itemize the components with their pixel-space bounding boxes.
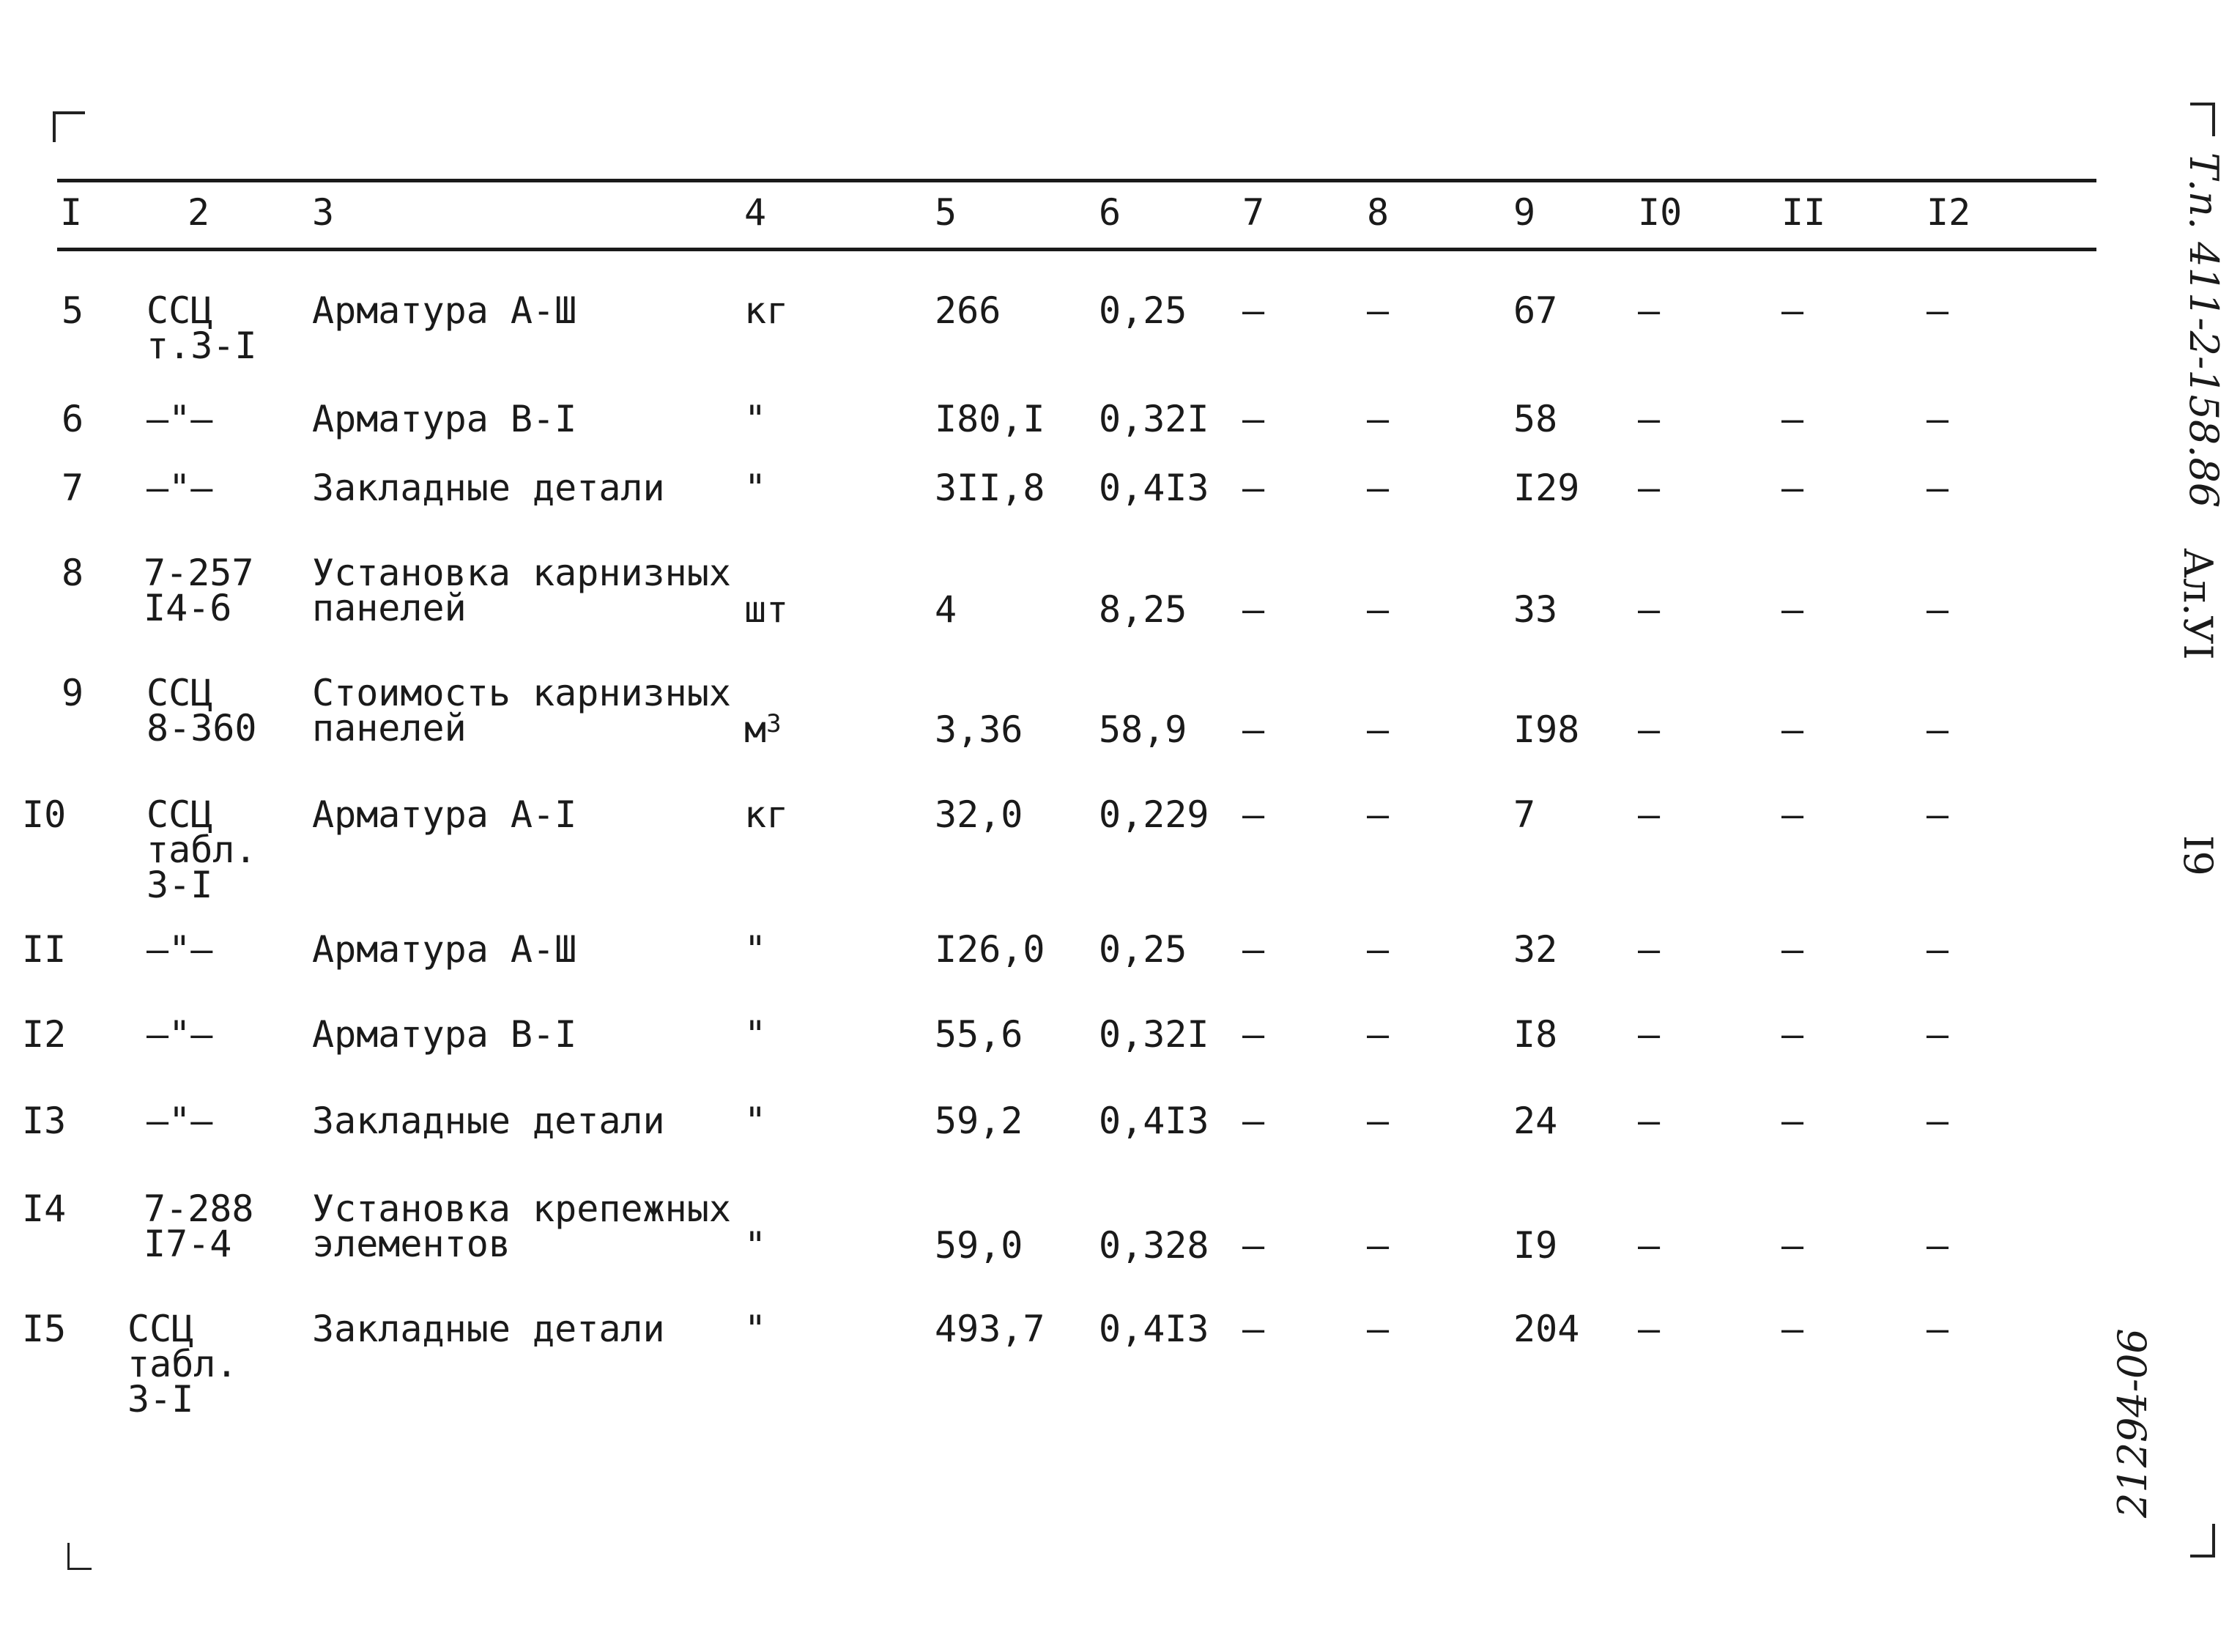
col10-cell: – [1638, 1100, 1661, 1142]
col10-cell: – [1638, 398, 1661, 440]
total-cell: 24 [1513, 1100, 1558, 1142]
col7-cell: – [1242, 1100, 1265, 1142]
column-header: 2 [188, 191, 210, 234]
total-cell: 32 [1513, 928, 1558, 971]
work-name-cell: Арматура А-Ш [312, 928, 577, 971]
quantity-cell: 32,0 [935, 793, 1023, 836]
work-name-cell: Арматура А-Ш [312, 289, 577, 332]
corner-mark-bottom-right [2190, 1524, 2215, 1557]
col8-cell: – [1367, 588, 1390, 631]
table-header-rule [57, 248, 2096, 251]
unit-price-cell: 0,32I [1099, 1013, 1209, 1056]
work-name-cell: Установка крепежных элементов [312, 1188, 731, 1265]
col11-cell: – [1781, 1308, 1804, 1350]
row-number: I4 [22, 1188, 67, 1230]
unit-cell: " [744, 1224, 767, 1267]
col11-cell: – [1781, 1224, 1804, 1267]
col7-cell: – [1242, 1308, 1265, 1350]
col7-cell: – [1242, 1013, 1265, 1056]
col11-cell: – [1781, 1013, 1804, 1056]
quantity-cell: 55,6 [935, 1013, 1023, 1056]
quantity-cell: 266 [935, 289, 1001, 332]
unit-price-cell: 0,4I3 [1099, 1308, 1209, 1350]
total-cell: I8 [1513, 1013, 1558, 1056]
basis-cell: –"– [147, 1100, 213, 1142]
column-header: I [60, 191, 83, 234]
column-header: 3 [312, 191, 335, 234]
col8-cell: – [1367, 708, 1390, 751]
column-header: II [1781, 191, 1826, 234]
col10-cell: – [1638, 467, 1661, 509]
row-number: 6 [62, 398, 84, 440]
col8-cell: – [1367, 1013, 1390, 1056]
col11-cell: – [1781, 1100, 1804, 1142]
column-header: 5 [935, 191, 957, 234]
col11-cell: – [1781, 467, 1804, 509]
column-header: I2 [1926, 191, 1971, 234]
unit-cell: $м^3$ [744, 708, 782, 751]
unit-superscript: 3 [766, 709, 782, 738]
unit-cell: " [744, 467, 767, 509]
col7-cell: – [1242, 398, 1265, 440]
col7-cell: – [1242, 708, 1265, 751]
work-name-cell: Закладные детали [312, 1100, 665, 1142]
column-header: 8 [1367, 191, 1390, 234]
total-cell: 67 [1513, 289, 1558, 332]
col11-cell: – [1781, 928, 1804, 971]
col12-cell: – [1926, 708, 1949, 751]
col8-cell: – [1367, 467, 1390, 509]
col11-cell: – [1781, 398, 1804, 440]
total-cell: 58 [1513, 398, 1558, 440]
col7-cell: – [1242, 1224, 1265, 1267]
row-number: I0 [22, 793, 67, 836]
total-cell: I29 [1513, 467, 1580, 509]
col7-cell: – [1242, 289, 1265, 332]
unit-cell: " [744, 1013, 767, 1056]
col12-cell: – [1926, 1013, 1949, 1056]
total-cell: 204 [1513, 1308, 1580, 1350]
col10-cell: – [1638, 928, 1661, 971]
quantity-cell: 59,0 [935, 1224, 1023, 1267]
row-number: 5 [62, 289, 84, 332]
basis-cell: –"– [147, 467, 213, 509]
quantity-cell: 3,36 [935, 708, 1023, 751]
row-number: 7 [62, 467, 84, 509]
column-header: 6 [1099, 191, 1121, 234]
col10-cell: – [1638, 1308, 1661, 1350]
page-number: I9 [2175, 835, 2221, 876]
quantity-cell: 493,7 [935, 1308, 1045, 1350]
unit-price-cell: 0,32I [1099, 398, 1209, 440]
total-cell: I9 [1513, 1224, 1558, 1267]
work-name-cell: Установка карнизных панелей [312, 552, 731, 629]
quantity-cell: I26,0 [935, 928, 1045, 971]
quantity-cell: 4 [935, 588, 957, 631]
column-header: I0 [1638, 191, 1683, 234]
corner-mark-top-right [2190, 103, 2215, 136]
sheet-label: Ал.УI [2175, 548, 2221, 660]
col10-cell: – [1638, 588, 1661, 631]
col10-cell: – [1638, 708, 1661, 751]
col12-cell: – [1926, 793, 1949, 836]
col12-cell: – [1926, 588, 1949, 631]
corner-mark-top-left [53, 111, 85, 142]
col8-cell: – [1367, 1100, 1390, 1142]
unit-price-cell: 0,25 [1099, 928, 1187, 971]
basis-cell: –"– [147, 928, 213, 971]
col7-cell: – [1242, 467, 1265, 509]
row-number: I5 [22, 1308, 67, 1350]
column-header: 9 [1513, 191, 1536, 234]
col12-cell: – [1926, 928, 1949, 971]
col10-cell: – [1638, 793, 1661, 836]
total-cell: 33 [1513, 588, 1558, 631]
col8-cell: – [1367, 289, 1390, 332]
total-cell: 7 [1513, 793, 1536, 836]
col7-cell: – [1242, 793, 1265, 836]
work-name-cell: Арматура В-I [312, 398, 577, 440]
col7-cell: – [1242, 588, 1265, 631]
col12-cell: – [1926, 398, 1949, 440]
quantity-cell: 59,2 [935, 1100, 1023, 1142]
col11-cell: – [1781, 708, 1804, 751]
col7-cell: – [1242, 928, 1265, 971]
stamp-designation: Т.п. 411-2-158.86 [2181, 152, 2227, 508]
col8-cell: – [1367, 793, 1390, 836]
work-name-cell: Арматура А-I [312, 793, 577, 836]
col11-cell: – [1781, 289, 1804, 332]
col10-cell: – [1638, 289, 1661, 332]
col8-cell: – [1367, 1308, 1390, 1350]
col12-cell: – [1926, 1308, 1949, 1350]
unit-cell: кг [744, 289, 789, 332]
row-number: 9 [62, 672, 84, 714]
unit-price-cell: 8,25 [1099, 588, 1187, 631]
col11-cell: – [1781, 588, 1804, 631]
column-header: 7 [1242, 191, 1265, 234]
row-number: II [22, 928, 67, 971]
quantity-cell: 3II,8 [935, 467, 1045, 509]
unit-cell: " [744, 1308, 767, 1350]
row-number: 8 [62, 552, 84, 594]
work-name-cell: Закладные детали [312, 467, 665, 509]
unit-price-cell: 0,229 [1099, 793, 1209, 836]
basis-cell: –"– [147, 398, 213, 440]
unit-cell: кг [744, 793, 789, 836]
basis-cell: ССЦ 8-360 [147, 672, 257, 749]
col12-cell: – [1926, 1224, 1949, 1267]
col10-cell: – [1638, 1224, 1661, 1267]
col12-cell: – [1926, 1100, 1949, 1142]
unit-price-cell: 0,328 [1099, 1224, 1209, 1267]
basis-cell: 7-288 I7-4 [144, 1188, 254, 1265]
unit-cell: " [744, 398, 767, 440]
column-header: 4 [744, 191, 767, 234]
unit-cell: шт [744, 588, 789, 631]
row-number: I2 [22, 1013, 67, 1056]
col11-cell: – [1781, 793, 1804, 836]
unit-price-cell: 0,25 [1099, 289, 1187, 332]
col8-cell: – [1367, 1224, 1390, 1267]
work-name-cell: Стоимость карнизных панелей [312, 672, 731, 749]
work-name-cell: Закладные детали [312, 1308, 665, 1350]
col8-cell: – [1367, 398, 1390, 440]
col12-cell: – [1926, 289, 1949, 332]
basis-cell: –"– [147, 1013, 213, 1056]
table-top-rule [57, 179, 2096, 182]
basis-cell: ССЦ т.3-I [147, 289, 257, 367]
row-number: I3 [22, 1100, 67, 1142]
basis-cell: 7-257 I4-6 [144, 552, 254, 629]
unit-price-cell: 0,4I3 [1099, 467, 1209, 509]
col8-cell: – [1367, 928, 1390, 971]
col12-cell: – [1926, 467, 1949, 509]
unit-cell: " [744, 1100, 767, 1142]
basis-cell: ССЦ табл. 3-I [127, 1308, 238, 1421]
inventory-number: 21294-06 [2110, 1328, 2156, 1518]
quantity-cell: I80,I [935, 398, 1045, 440]
total-cell: I98 [1513, 708, 1580, 751]
unit-price-cell: 0,4I3 [1099, 1100, 1209, 1142]
corner-mark-bottom-left [67, 1543, 92, 1570]
work-name-cell: Арматура В-I [312, 1013, 577, 1056]
unit-cell: " [744, 928, 767, 971]
unit-price-cell: 58,9 [1099, 708, 1187, 751]
col10-cell: – [1638, 1013, 1661, 1056]
basis-cell: ССЦ табл. 3-I [147, 793, 257, 906]
